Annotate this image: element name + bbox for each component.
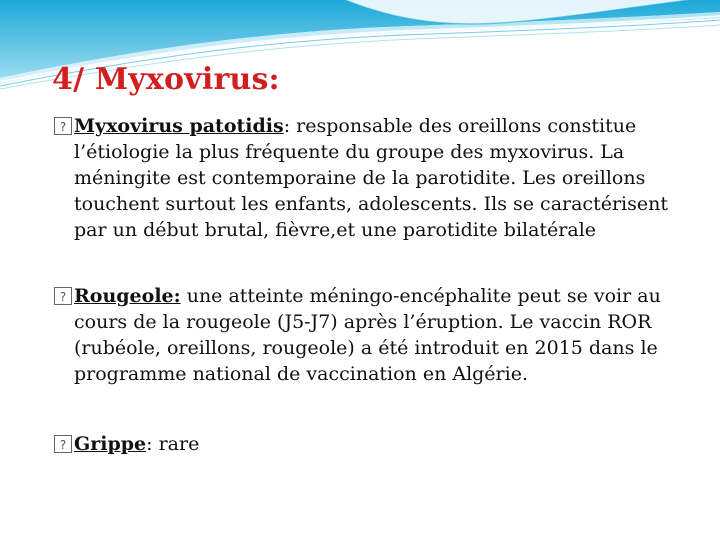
slide-content — [54, 113, 704, 457]
bullet-text: une atteinte méningo-encéphalite peut se voir au cours de la rougeole (J5-J7) après l’éruption. Le vaccin ROR (rubéole, oreillons, rougeole) a été introduit en 2015 dans le programme national de vaccination en Algérie. — [74, 285, 661, 385]
missing-glyph-icon: ? — [54, 287, 72, 305]
bullet-separator: : — [146, 433, 159, 455]
bullet-grippe — [54, 431, 704, 457]
bullet-term: Grippe — [74, 433, 147, 455]
bullet-term: Myxovirus patotidis — [74, 115, 284, 137]
bullet-text: responsable des oreillons constitue l’étiologie la plus fréquente du groupe des myxovirus. La méningite est contemporaine de la parotidite. Les oreillons touchent surtout les enfants, adolescents. Ils se caractérisent par un début brutal, fièvre,et une parotidite bilatérale — [74, 115, 668, 241]
slide-title: 4/ Myxovirus: — [52, 62, 280, 97]
missing-glyph-icon: ? — [54, 117, 72, 135]
missing-glyph-icon: ? — [54, 435, 72, 453]
bullet-separator: : — [283, 115, 297, 137]
bullet-term: Rougeole: — [74, 285, 181, 307]
bullet-myxovirus-patotidis — [54, 113, 704, 243]
bullet-text: rare — [158, 433, 200, 455]
bullet-rougeole — [54, 283, 704, 387]
